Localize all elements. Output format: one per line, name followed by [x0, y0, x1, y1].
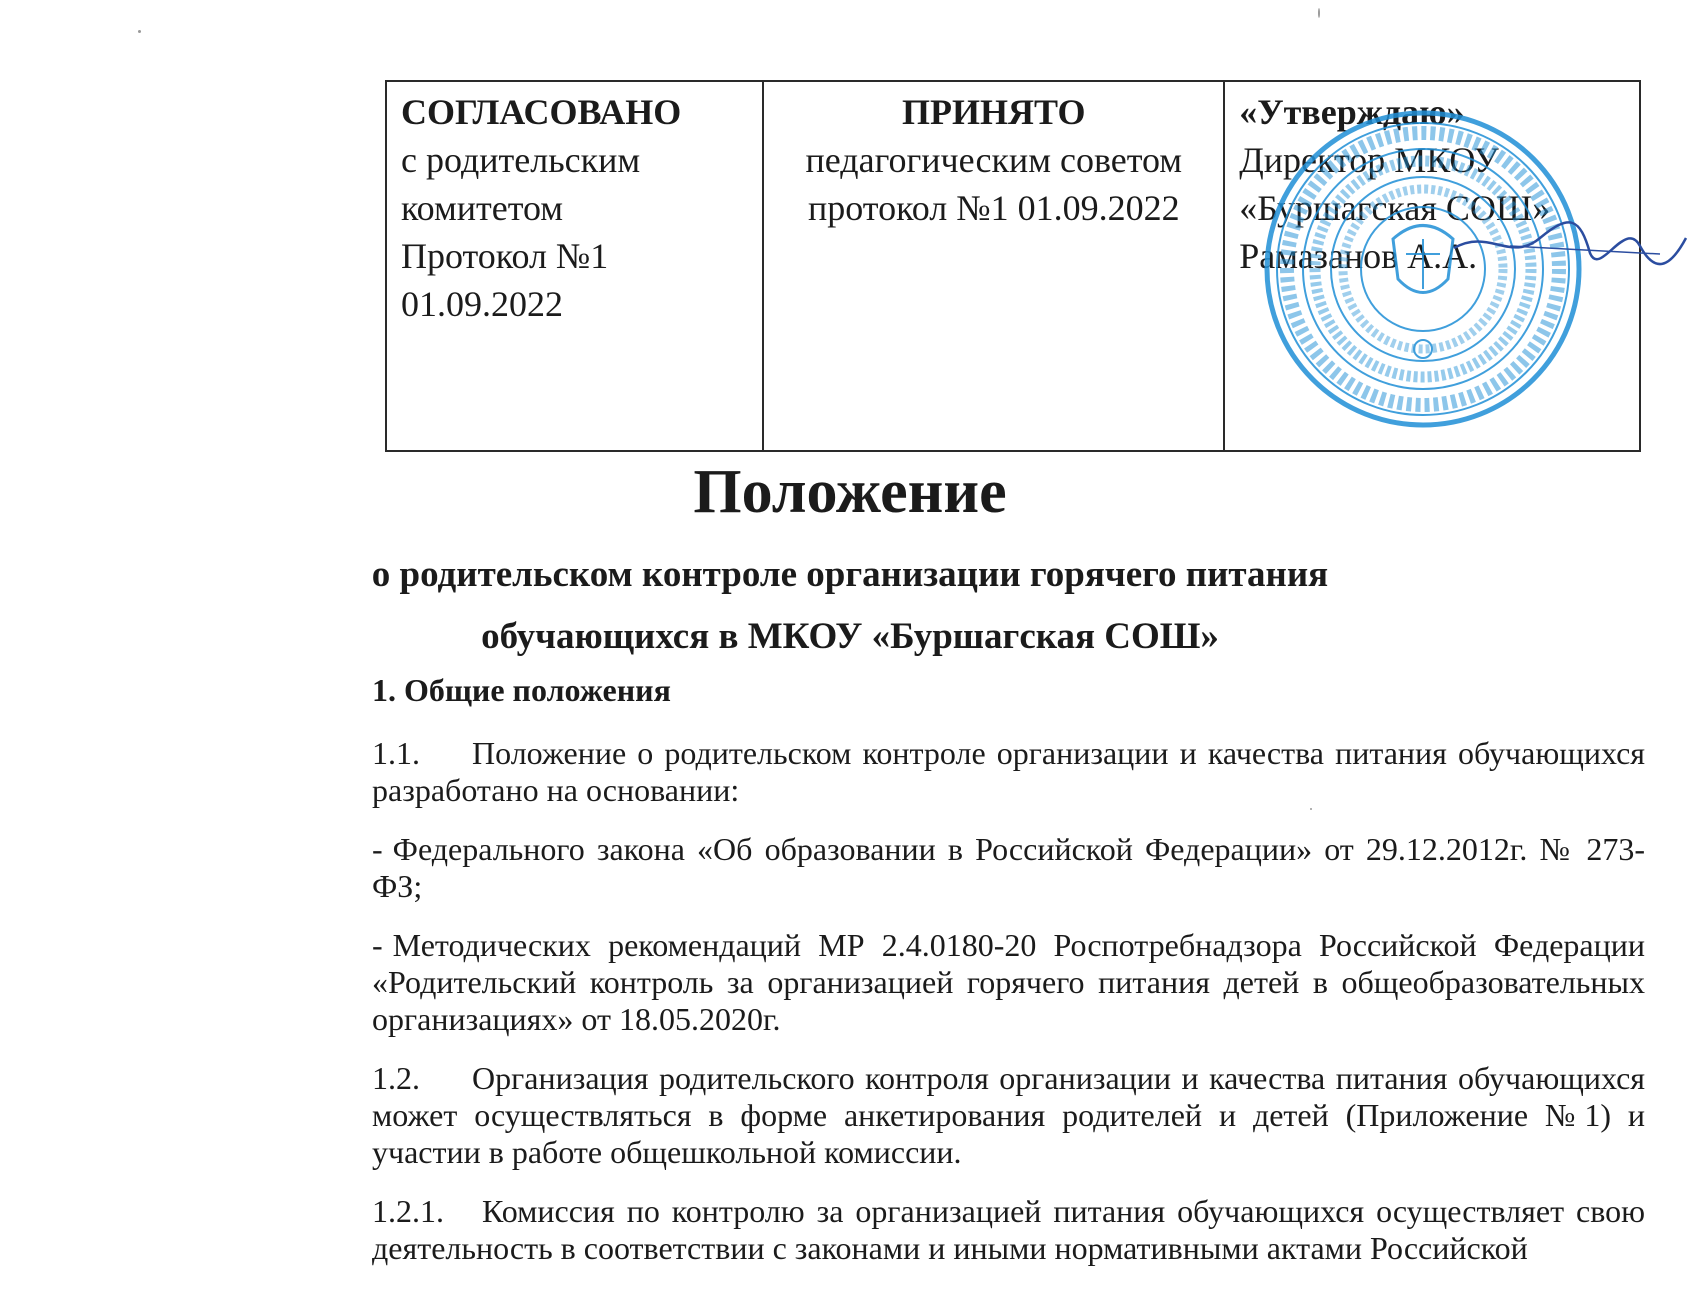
paragraph-text: Организация родительского контроля организации и качества питания обучающихся может осуществляться в форме анкетирования родителей и детей (Приложение №1) и участии в работе общешкольной комиссии.: [372, 1060, 1645, 1170]
list-dash: -: [372, 927, 383, 963]
accepted-header: ПРИНЯТО: [902, 92, 1086, 132]
agreed-line: с родительским: [401, 140, 641, 180]
document-title: Положение: [693, 458, 1007, 526]
paragraph-number: 1.2.1.: [372, 1193, 444, 1229]
paragraph-text: Положение о родительском контроле организации и качества питания обучающихся разработано на основании:: [372, 735, 1645, 808]
paragraph: [372, 735, 1645, 809]
accepted-line: педагогическим советом: [805, 140, 1183, 180]
scan-speck: [1310, 808, 1312, 810]
accepted-cell: [763, 81, 1224, 451]
scan-speck: [138, 30, 141, 33]
paragraph-text: Федерального закона «Об образовании в Российской Федерации» от 29.12.2012г. № 273-ФЗ;: [372, 831, 1645, 904]
accepted-line: протокол №1 01.09.2022: [808, 188, 1180, 228]
paragraph: [372, 831, 1645, 905]
paragraph-number: 1.2.: [372, 1060, 420, 1096]
document-body: [372, 672, 1645, 1289]
paragraph: [372, 1193, 1645, 1267]
approved-cell: [1224, 81, 1640, 451]
approval-table: [385, 80, 1641, 452]
paragraph-number: 1.1.: [372, 735, 420, 771]
paragraph-text: Методических рекомендаций МР 2.4.0180-20 Роспотребнадзора Российской Федерации «Родительский контроль за организацией горячего питания детей в общеобразовательных организациях» от 18.05.2020г.: [372, 927, 1645, 1037]
paragraph-text: Комиссия по контролю за организацией питания обучающихся осуществляет свою деятельность в соответствии с законами и иными нормативными актами Российской: [372, 1193, 1645, 1266]
approved-header: «Утверждаю»: [1239, 92, 1465, 132]
agreed-line: 01.09.2022: [401, 284, 563, 324]
section-heading: 1. Общие положения: [372, 672, 671, 708]
scan-speck: [1318, 8, 1320, 18]
agreed-line: Протокол №1: [401, 236, 609, 276]
approved-line: Рамазанов А.А.: [1239, 236, 1478, 276]
agreed-line: комитетом: [401, 188, 564, 228]
approved-line: Директор МКОУ: [1239, 140, 1499, 180]
agreed-cell: [386, 81, 763, 451]
approved-line: «Буршагская СОШ»: [1239, 188, 1551, 228]
list-dash: -: [372, 831, 383, 867]
document-subtitle: обучающихся в МКОУ «Буршагская СОШ»: [481, 616, 1219, 657]
paragraph: [372, 927, 1645, 1038]
agreed-header: СОГЛАСОВАНО: [401, 92, 682, 132]
document-subtitle: о родительском контроле организации горячего питания: [371, 554, 1329, 595]
paragraph: [372, 1060, 1645, 1171]
